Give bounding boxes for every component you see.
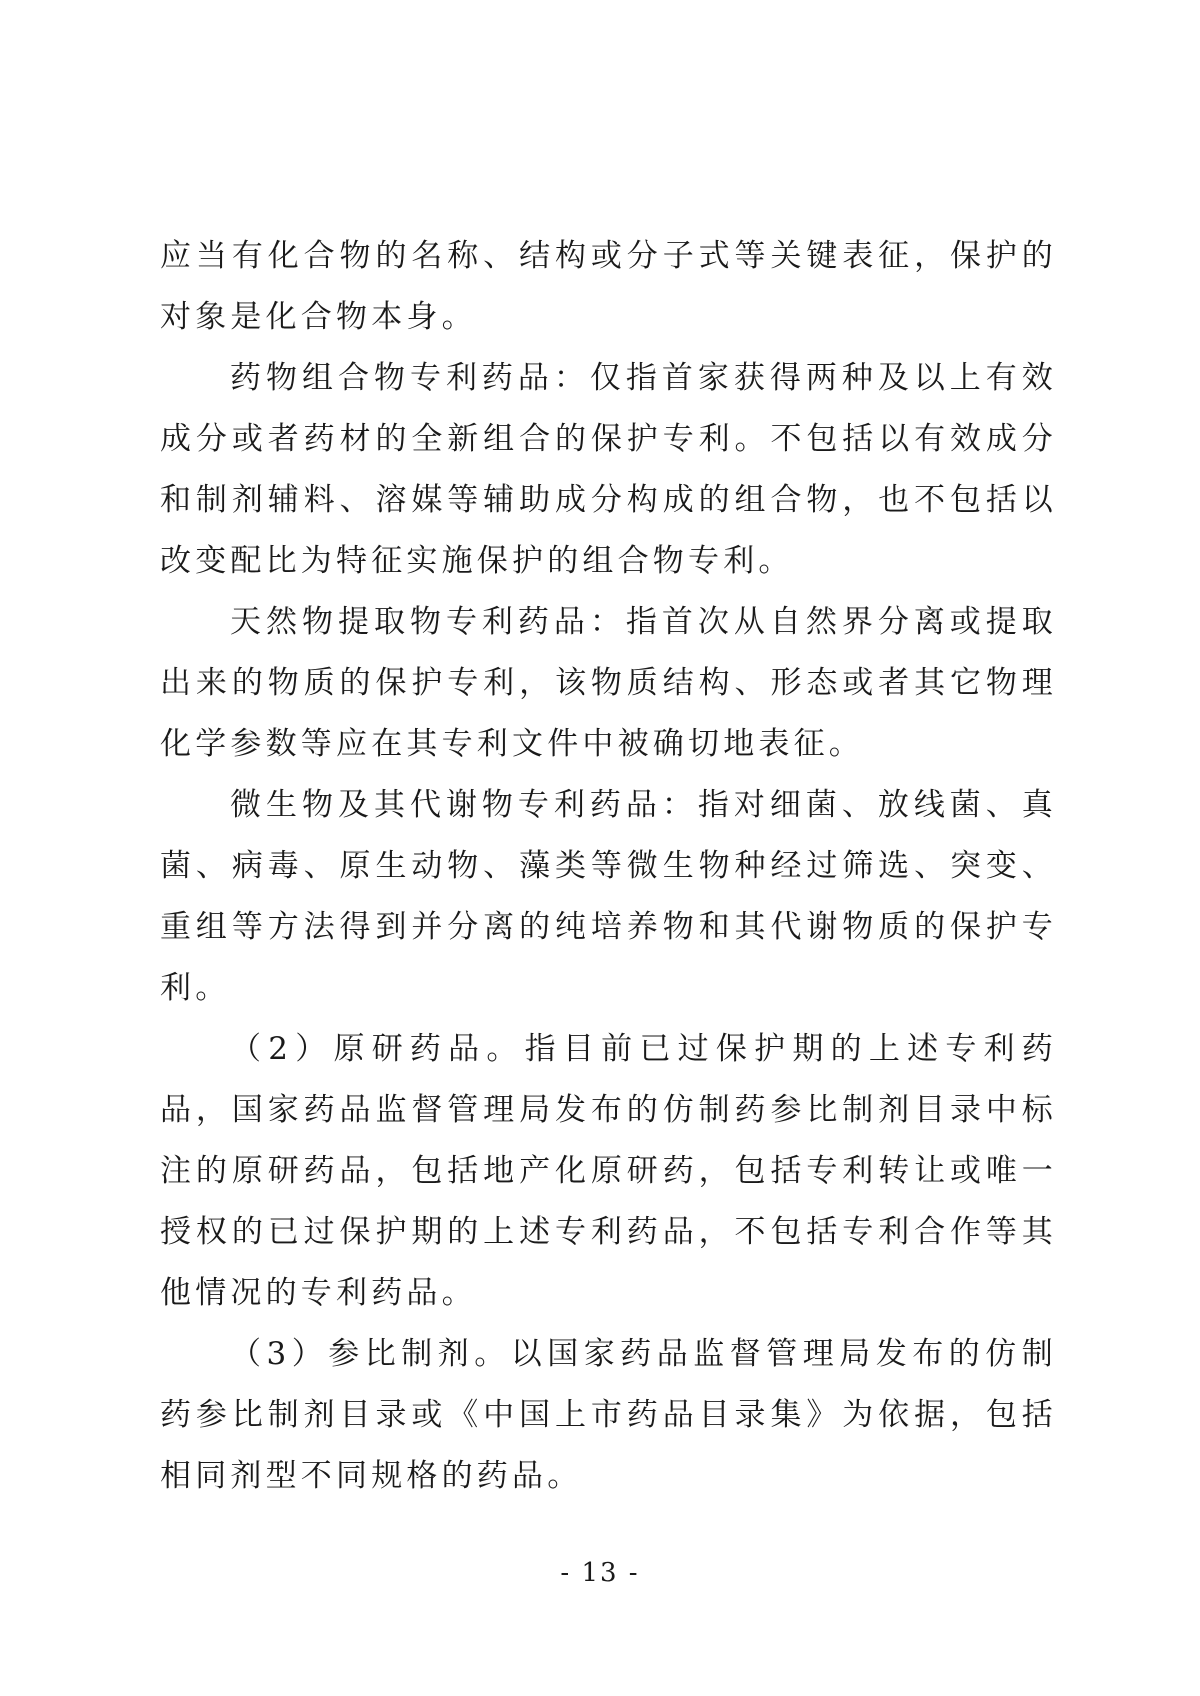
paragraph-combination-patent: 药物组合物专利药品：仅指首家获得两种及以上有效成分或者药材的全新组合的保护专利。不包括以有效成分和制剂辅料、溶媒等辅助成分构成的组合物，也不包括以改变配比为特征实施保护的组合物专利。 <box>160 360 1057 579</box>
paragraph-reference-preparations: （3）参比制剂。以国家药品监督管理局发布的仿制药参比制剂目录或《中国上市药品目录集》为依据，包括相同剂型不同规格的药品。 <box>160 1336 1057 1494</box>
paragraph-natural-extract-patent: 天然物提取物专利药品：指首次从自然界分离或提取出来的物质的保护专利，该物质结构、形态或者其它物理化学参数等应在其专利文件中被确切地表征。 <box>160 604 1057 762</box>
paragraph-microbial-patent: 微生物及其代谢物专利药品：指对细菌、放线菌、真菌、病毒、原生动物、藻类等微生物种经过筛选、突变、重组等方法得到并分离的纯培养物和其代谢物质的保护专利。 <box>160 787 1057 1006</box>
paragraph-original-research-drugs: （2）原研药品。指目前已过保护期的上述专利药品，国家药品监督管理局发布的仿制药参比制剂目录中标注的原研药品，包括地产化原研药，包括专利转让或唯一授权的已过保护期的上述专利药品，不包括专利合作等其他情况的专利药品。 <box>160 1031 1057 1311</box>
document-body <box>160 226 1057 1507</box>
paragraph-compound-continuation: 应当有化合物的名称、结构或分子式等关键表征，保护的对象是化合物本身。 <box>160 238 1057 335</box>
page-number: - 13 - <box>560 1558 640 1588</box>
